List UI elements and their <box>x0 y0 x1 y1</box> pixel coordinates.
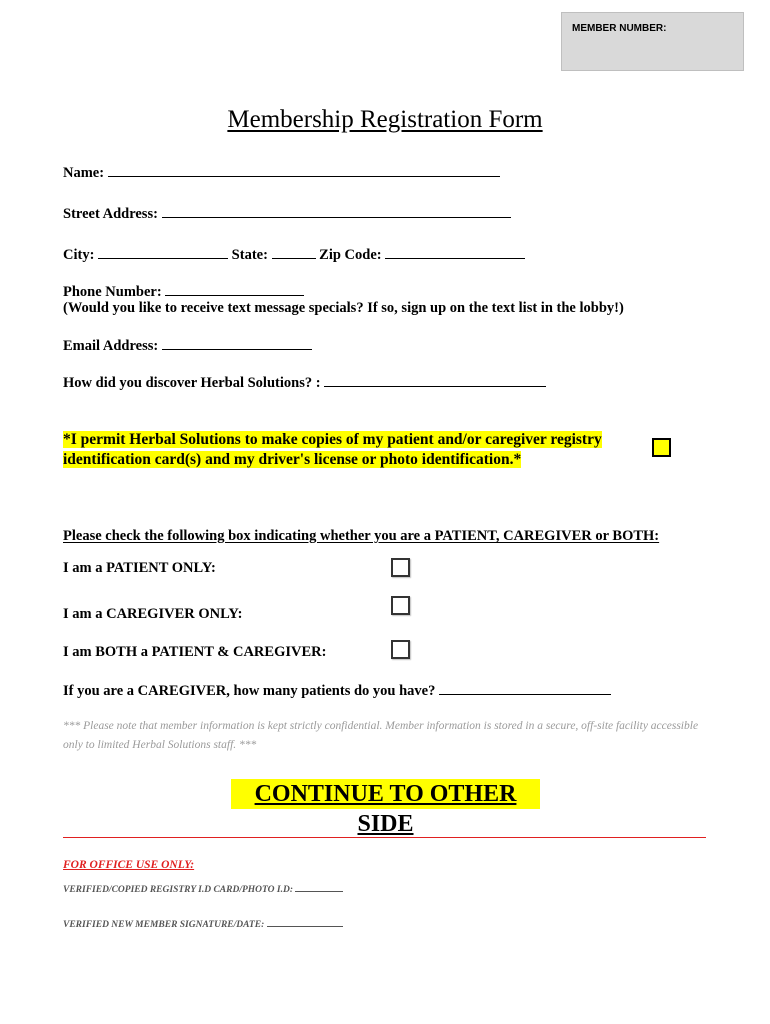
name-row <box>63 163 500 182</box>
patients-count-row <box>63 681 611 700</box>
both-checkbox[interactable] <box>391 640 410 659</box>
discover-row <box>63 373 546 392</box>
patient-option-label: I am a PATIENT ONLY: <box>63 560 216 576</box>
phone-note: (Would you like to receive text message specials? If so, sign up on the text list in the lobby!) <box>63 300 624 316</box>
zip-label: Zip Code: <box>319 247 382 263</box>
form-title: Membership Registration Form <box>227 106 543 133</box>
phone-row <box>63 282 304 301</box>
consent-text: *I permit Herbal Solutions to make copies of my patient and/or caregiver registry identification card(s) and my driver's license or photo identification.* <box>63 431 602 468</box>
street-label: Street Address: <box>63 206 158 222</box>
street-field[interactable] <box>162 204 511 218</box>
email-row <box>63 336 312 355</box>
city-label: City: <box>63 247 95 263</box>
patient-checkbox[interactable] <box>391 558 410 577</box>
confidentiality-notice: *** Please note that member information is kept strictly confidential. Member information is stored in a secure, off-site facility accessible only to limited Herbal Solutions staff. *** <box>63 720 699 751</box>
city-row <box>63 245 525 264</box>
phone-label: Phone Number: <box>63 284 162 300</box>
email-field[interactable] <box>162 336 312 350</box>
discover-field[interactable] <box>324 373 546 387</box>
patients-count-field[interactable] <box>439 681 611 695</box>
member-number-box[interactable] <box>561 12 744 71</box>
caregiver-checkbox[interactable] <box>391 596 410 615</box>
discover-label: How did you discover Herbal Solutions? : <box>63 375 321 391</box>
continue-banner: CONTINUE TO OTHER SIDE <box>231 779 540 809</box>
state-label: State: <box>231 247 268 263</box>
verified-copied-field[interactable] <box>295 882 343 892</box>
state-field[interactable] <box>272 245 316 259</box>
member-number-label: MEMBER NUMBER: <box>572 23 667 34</box>
consent-statement <box>63 430 623 470</box>
office-divider <box>63 837 706 838</box>
name-label: Name: <box>63 165 105 181</box>
verified-signature-row <box>63 917 343 930</box>
street-row <box>63 204 511 223</box>
city-field[interactable] <box>98 245 228 259</box>
verified-copied-label: VERIFIED/COPIED REGISTRY I.D CARD/PHOTO I.D: <box>63 885 293 895</box>
checkbox-heading: Please check the following box indicating whether you are a PATIENT, CAREGIVER or BOTH: <box>63 528 660 544</box>
name-field[interactable] <box>108 163 500 177</box>
patients-count-label: If you are a CAREGIVER, how many patients do you have? <box>63 683 436 699</box>
verified-copied-row <box>63 882 343 895</box>
verified-signature-field[interactable] <box>267 917 343 927</box>
caregiver-option-label: I am a CAREGIVER ONLY: <box>63 606 243 622</box>
zip-field[interactable] <box>385 245 525 259</box>
office-use-title: FOR OFFICE USE ONLY: <box>63 859 195 871</box>
consent-checkbox[interactable] <box>652 438 671 457</box>
email-label: Email Address: <box>63 338 159 354</box>
both-option-label: I am BOTH a PATIENT & CAREGIVER: <box>63 644 327 660</box>
verified-signature-label: VERIFIED NEW MEMBER SIGNATURE/DATE: <box>63 920 265 930</box>
phone-field[interactable] <box>165 282 304 296</box>
